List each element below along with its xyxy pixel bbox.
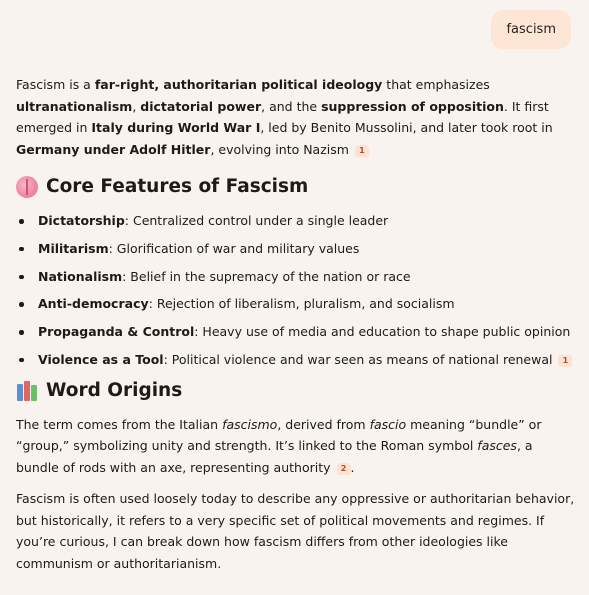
citation-badge[interactable]: 1 [355, 145, 369, 157]
list-item [16, 238, 576, 260]
intro-text-3: , [132, 98, 141, 114]
feature-term: Nationalism [38, 268, 123, 284]
intro-bold-2: ultranationalism [16, 98, 133, 114]
feature-desc: : Glorification of war and military values [108, 240, 360, 256]
feature-desc: : Belief in the supremacy of the nation or race [122, 268, 411, 284]
intro-text-1: Fascism is a [16, 77, 95, 92]
feature-desc: : Heavy use of media and education to shape public opinion [194, 324, 571, 340]
origins-italic-2: fascio [369, 416, 407, 432]
feature-term: Militarism [38, 240, 109, 256]
list-item [16, 210, 576, 232]
features-heading [16, 173, 576, 201]
intro-bold-3: dictatorial power [140, 98, 262, 114]
list-item [16, 293, 576, 315]
feature-term: Anti-democracy [38, 296, 149, 312]
intro-text-6: , led by Benito Mussolini, and later took root in [260, 120, 553, 135]
intro-paragraph [16, 74, 576, 160]
books-icon [16, 380, 38, 402]
intro-bold-1: far-right, authoritarian political ideology [94, 77, 383, 92]
origins-italic-1: fascismo [222, 416, 278, 432]
feature-term: Dictatorship [38, 213, 125, 228]
feature-desc: : Political violence and war seen as means of national renewal [163, 351, 553, 367]
list-item [16, 266, 576, 288]
intro-text-5: . It first emerged in [16, 98, 549, 135]
origins-text-4: , a bundle of rods with an axe, representing authority [16, 438, 533, 475]
origins-text-3: meaning “bundle” or “group,” symbolizing unity and strength. It’s linked to the Roman symbol [16, 416, 542, 454]
intro-text-2: that emphasizes [382, 77, 490, 92]
intro-bold-6: Germany under Adolf Hitler [16, 141, 211, 157]
origins-text-2: , derived from [277, 416, 370, 432]
citation-badge[interactable]: 1 [558, 355, 572, 367]
feature-term: Violence as a Tool [38, 351, 164, 367]
list-item [16, 349, 576, 371]
origins-text-5: . [350, 459, 355, 475]
feature-desc: : Rejection of liberalism, pluralism, and socialism [148, 296, 455, 312]
closing-paragraph: Fascism is often used loosely today to describe any oppressive or authoritarian behavior, but historically, it refers to a very specific set of political movements and regimes. If you’re curious, I can break down how fascism differs from other ideologies like communism or authoritarianism. [16, 491, 575, 571]
feature-term: Propaganda & Control [38, 324, 195, 340]
intro-bold-5: Italy during World War I [91, 120, 261, 135]
origins-paragraph [16, 414, 576, 479]
list-item [16, 321, 576, 343]
intro-text-7: , evolving into Nazism [210, 141, 349, 157]
origins-text-1: The term comes from the Italian [16, 416, 223, 432]
origins-italic-3: fasces [477, 438, 517, 454]
intro-bold-4: suppression of opposition [321, 98, 504, 114]
origins-heading-text: Word Origins [46, 379, 183, 401]
feature-desc: : Centralized control under a single leader [124, 213, 389, 228]
features-list [16, 210, 576, 370]
user-message-bubble [491, 10, 571, 49]
brain-icon [16, 176, 38, 198]
citation-badge[interactable]: 2 [337, 463, 351, 475]
origins-heading [16, 377, 576, 405]
features-heading-text: Core Features of Fascism [46, 176, 309, 197]
intro-text-4: , and the [261, 98, 322, 114]
user-message-text: fascism [506, 22, 556, 37]
assistant-response [16, 74, 576, 574]
